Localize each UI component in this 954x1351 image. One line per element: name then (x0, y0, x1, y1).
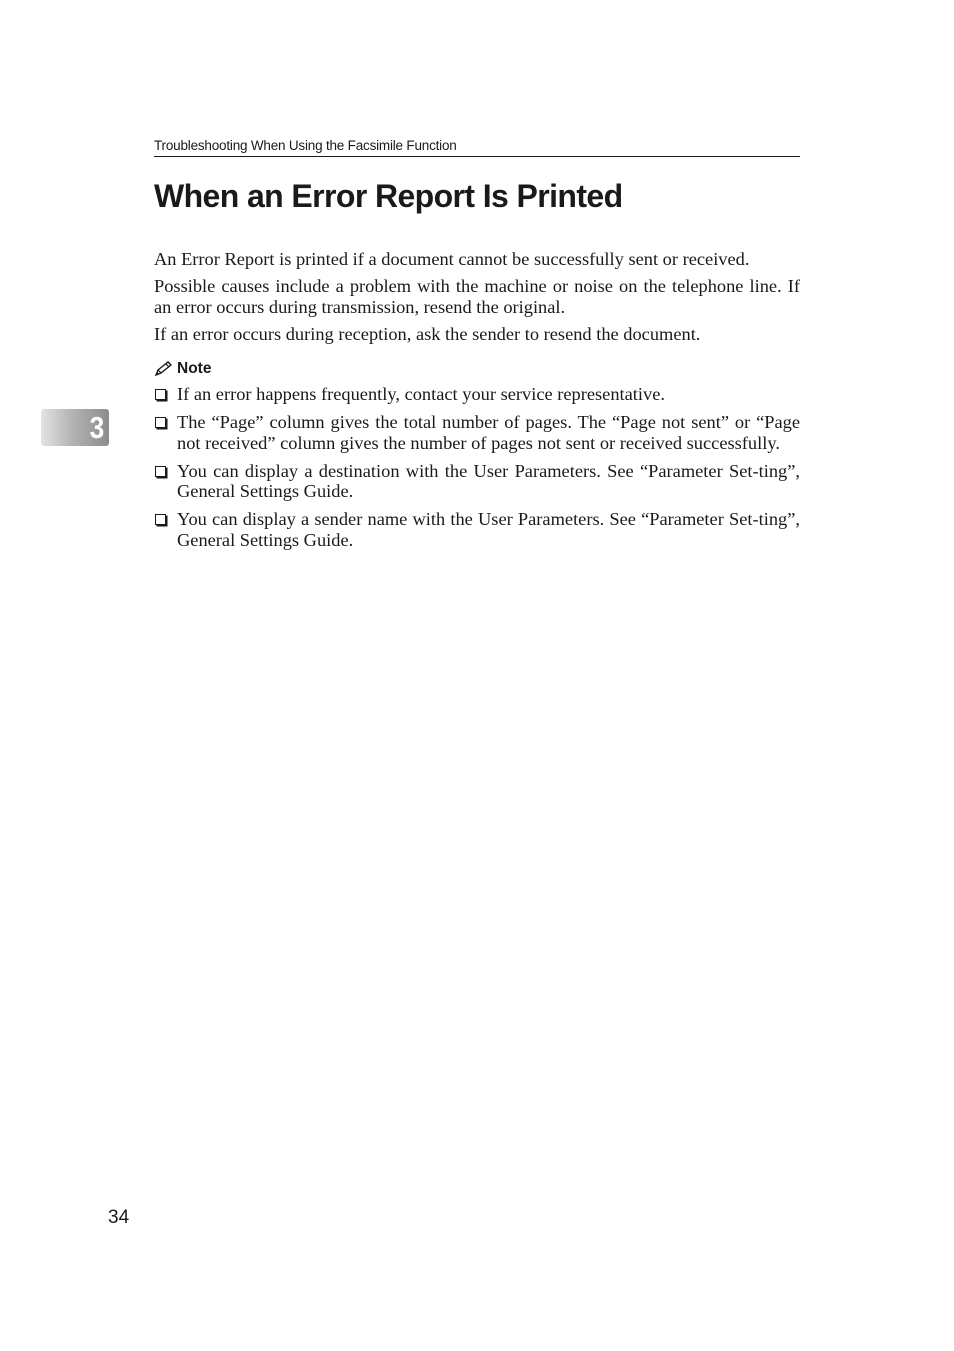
note-item (154, 412, 800, 453)
note-item (154, 509, 800, 550)
chapter-number: 3 (89, 410, 104, 445)
chapter-tab (41, 409, 109, 446)
page-number: 34 (108, 1207, 130, 1228)
pencil-icon (154, 361, 173, 377)
paragraph: An Error Report is printed if a document cannot be successfully sent or received. (154, 249, 750, 269)
note-list (154, 384, 800, 558)
checkbox-icon (155, 466, 166, 477)
body-text (154, 249, 800, 351)
checkbox-icon (155, 389, 166, 400)
paragraph: Possible causes include a problem with the machine or noise on the telephone line. If an error occurs during transmission, resend the original. (154, 276, 800, 317)
note-heading (154, 360, 211, 378)
note-item-text: If an error happens frequently, contact your service representative. (177, 384, 665, 404)
checkbox-icon (155, 514, 166, 525)
running-header: Troubleshooting When Using the Facsimile Function (154, 138, 800, 157)
note-item (154, 384, 800, 405)
paragraph: If an error occurs during reception, ask the sender to resend the document. (154, 323, 701, 344)
checkbox-icon (155, 417, 166, 428)
page-title: When an Error Report Is Printed (154, 178, 623, 214)
note-item-text: The “Page” column gives the total number of pages. The “Page not sent” or “Page not received” column gives the number of pages not sent or received successfully. (177, 412, 800, 453)
note-item (154, 461, 800, 502)
note-label: Note (177, 360, 212, 377)
note-item-text: You can display a destination with the User Parameters. See “Parameter Set-ting”, General Settings Guide. (177, 460, 800, 501)
note-item-text: You can display a sender name with the User Parameters. See “Parameter Set-ting”, General Settings Guide. (177, 509, 800, 550)
